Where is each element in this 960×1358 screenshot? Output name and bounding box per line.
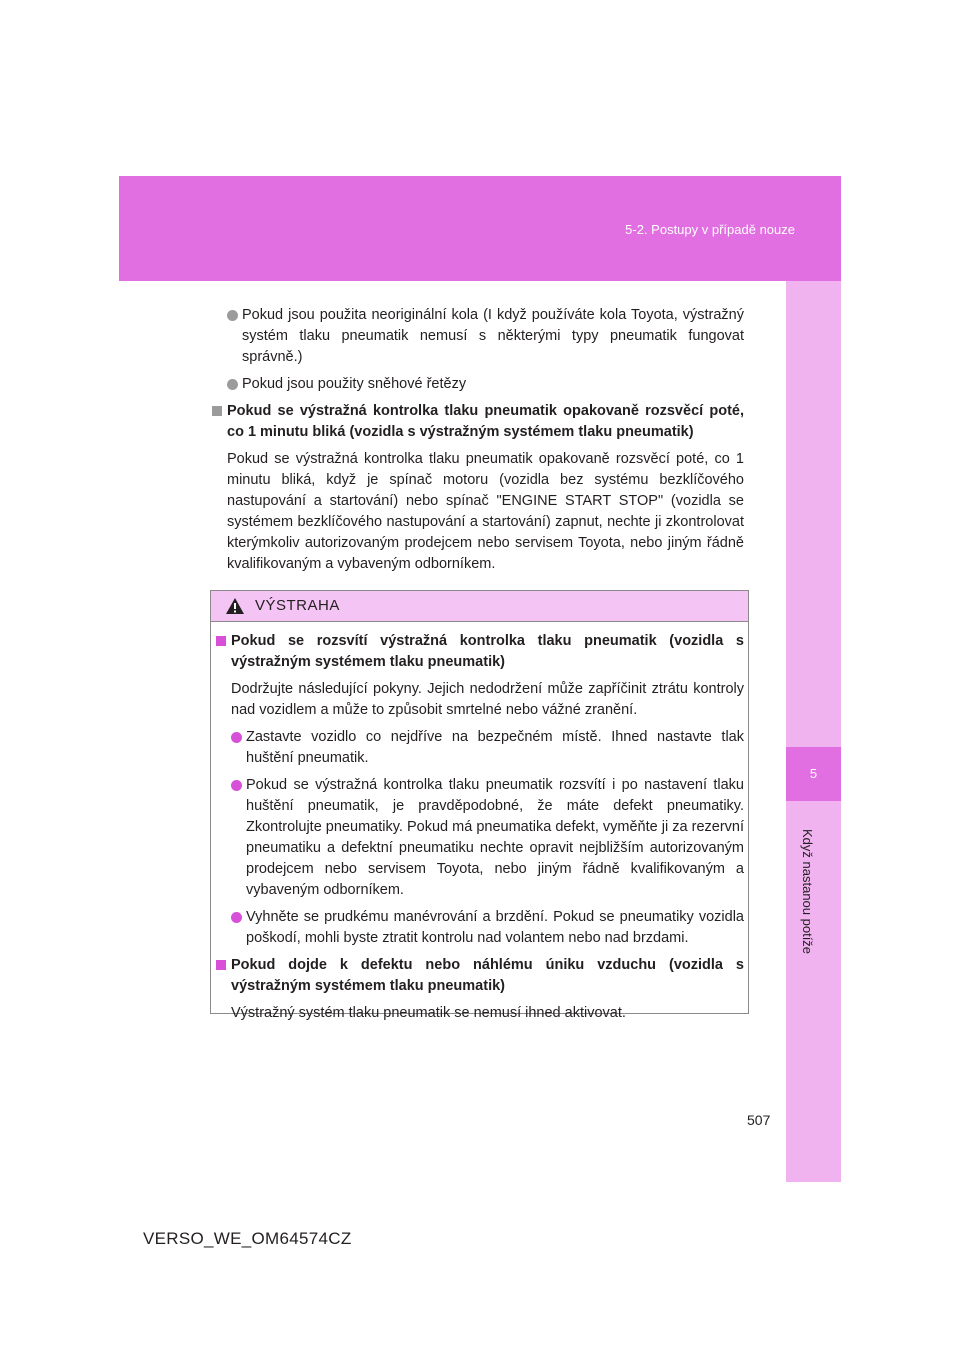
list-item: [211, 374, 744, 395]
bullet-dot-icon: [227, 310, 238, 321]
warning-box: [210, 590, 749, 1021]
bullet-dot-icon: [231, 912, 242, 923]
warning-label: VÝSTRAHA: [255, 597, 340, 614]
heading-text: Pokud se rozsvítí výstražná kontrolka tlaku pneumatik (vozidla s výstražným systémem tlaku pneumatik): [231, 633, 744, 670]
bullet-text: Pokud jsou použity sněhové řetězy: [242, 376, 467, 392]
warning-header: [211, 591, 748, 622]
warning-heading: [215, 955, 744, 997]
bullet-text: Pokud jsou použita neoriginální kola (I když používáte kola Toyota, výstražný systém tlaku pneumatik nemusí s některými typy pneumatik fungovat správně.): [242, 307, 744, 365]
section-heading: [211, 401, 744, 443]
header-band: [119, 176, 841, 281]
bullet-dot-icon: [231, 780, 242, 791]
warning-triangle-icon: [225, 597, 245, 615]
heading-text: Pokud dojde k defektu nebo náhlému úniku vzduchu (vozidla s výstražným systémem tlaku pneumatik): [231, 957, 744, 994]
main-content: [211, 305, 744, 581]
body-paragraph: Pokud se výstražná kontrolka tlaku pneumatik opakovaně rozsvěcí poté, co 1 minutu bliká, když je spínač motoru (vozidla bez systému bezklíčového nastupování a startování) nebo spínač "ENGINE START STOP" (vozidla se systémem bezklíčového nastupování a startování) zapnut, nechte ji zkontrolovat kterýmkoliv autorizovaným prodejcem nebo servisem Toyota, nebo jiným řádně kvalifikovaným a vybaveným odborníkem.: [227, 451, 744, 572]
bullet-dot-icon: [227, 379, 238, 390]
heading-text: Pokud se výstražná kontrolka tlaku pneumatik opakovaně rozsvěcí poté, co 1 minutu bliká (vozidla s výstražným systémem tlaku pneumatik): [227, 403, 744, 440]
warning-body: Výstražný systém tlaku pneumatik se nemusí ihned aktivovat.: [231, 1005, 626, 1021]
list-item: [215, 727, 744, 769]
list-item: [215, 907, 744, 949]
list-item: [211, 305, 744, 368]
side-tab-upper: [786, 281, 841, 747]
warning-heading: [215, 631, 744, 673]
warning-content: [215, 631, 744, 1030]
chapter-number-tab: 5: [786, 747, 841, 801]
list-item: [215, 775, 744, 901]
warning-intro: Dodržujte následující pokyny. Jejich nedodržení může zapříčinit ztrátu kontroly nad vozidlem a může to způsobit smrtelné nebo vážné zranění.: [231, 681, 744, 718]
square-bullet-icon: [216, 636, 226, 646]
bullet-text: Zastavte vozidlo co nejdříve na bezpečném místě. Ihned nastavte tlak huštění pneumatik.: [246, 729, 744, 766]
bullet-text: Vyhněte se prudkému manévrování a brzdění. Pokud se pneumatiky vozidla poškodí, mohli byste ztratit kontrolu nad volantem nebo nad brzdami.: [246, 909, 744, 946]
footer-code: VERSO_WE_OM64574CZ: [143, 1229, 352, 1248]
side-tab-lower: [786, 801, 841, 1182]
page-number: 507: [747, 1112, 771, 1128]
bullet-text: Pokud se výstražná kontrolka tlaku pneumatik rozsvítí i po nastavení tlaku huštění pneumatik, je pravděpodobné, že máte defekt pneumatiky. Zkontrolujte pneumatiky. Pokud má pneumatika defekt, vyměňte ji za rezervní pneumatiku a defektní pneumatiku nechte opravit nejbližším autorizovaným prodejcem nebo servisem Toyota, nebo jiným řádně kvalifikovaným a vybaveným odborníkem.: [246, 777, 744, 898]
square-bullet-icon: [212, 406, 222, 416]
section-title: 5-2. Postupy v případě nouze: [625, 222, 795, 237]
square-bullet-icon: [216, 960, 226, 970]
chapter-title: Když nastanou potíže: [800, 829, 815, 955]
bullet-dot-icon: [231, 732, 242, 743]
